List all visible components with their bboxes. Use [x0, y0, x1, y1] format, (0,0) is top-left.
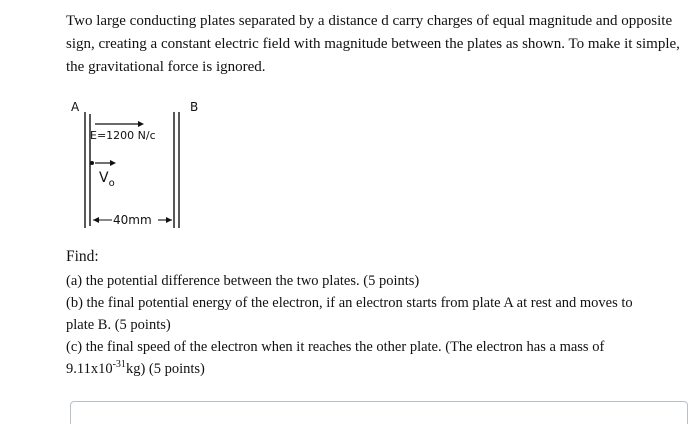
mass-base: 9.11x10 — [66, 361, 113, 377]
find-heading: Find: — [66, 248, 99, 265]
statement-line-3: the gravitational force is ignored. — [66, 59, 266, 75]
distance-label: 40mm — [113, 213, 152, 227]
velocity-label-main: V — [99, 170, 109, 186]
capacitor-diagram — [66, 100, 216, 235]
questions — [66, 246, 686, 380]
statement-line-2: sign, creating a constant electric field with magnitude between the plates as shown. To make it simple, — [66, 36, 680, 52]
answer-input-box[interactable] — [70, 401, 688, 424]
question-c-line-2 — [66, 358, 686, 380]
velocity-label — [99, 170, 115, 189]
field-label: E=1200 N/c — [90, 129, 156, 142]
velocity-arrow-head — [110, 160, 116, 166]
velocity-label-sub: o — [108, 177, 115, 189]
problem-statement — [66, 10, 688, 79]
distance-arrow-right-head — [166, 217, 172, 223]
question-c-line-1: (c) the final speed of the electron when it reaches the other plate. (The electron has a mass of — [66, 339, 605, 355]
question-b-line-1: (b) the final potential energy of the electron, if an electron starts from plate A at rest and moves to — [66, 295, 633, 311]
mass-rest: kg) (5 points) — [125, 361, 205, 377]
electron-dot — [90, 161, 94, 165]
question-a: (a) the potential difference between the two plates. (5 points) — [66, 273, 420, 289]
question-b-line-2: plate B. (5 points) — [66, 317, 171, 333]
plate-a-label: A — [71, 100, 80, 114]
distance-arrow-left-head — [93, 217, 99, 223]
plate-b-label: B — [190, 100, 199, 114]
statement-line-1: Two large conducting plates separated by a distance d carry charges of equal magnitude and opposite — [66, 13, 673, 29]
mass-exponent: -31 — [112, 359, 126, 370]
field-arrow-head — [138, 121, 144, 127]
